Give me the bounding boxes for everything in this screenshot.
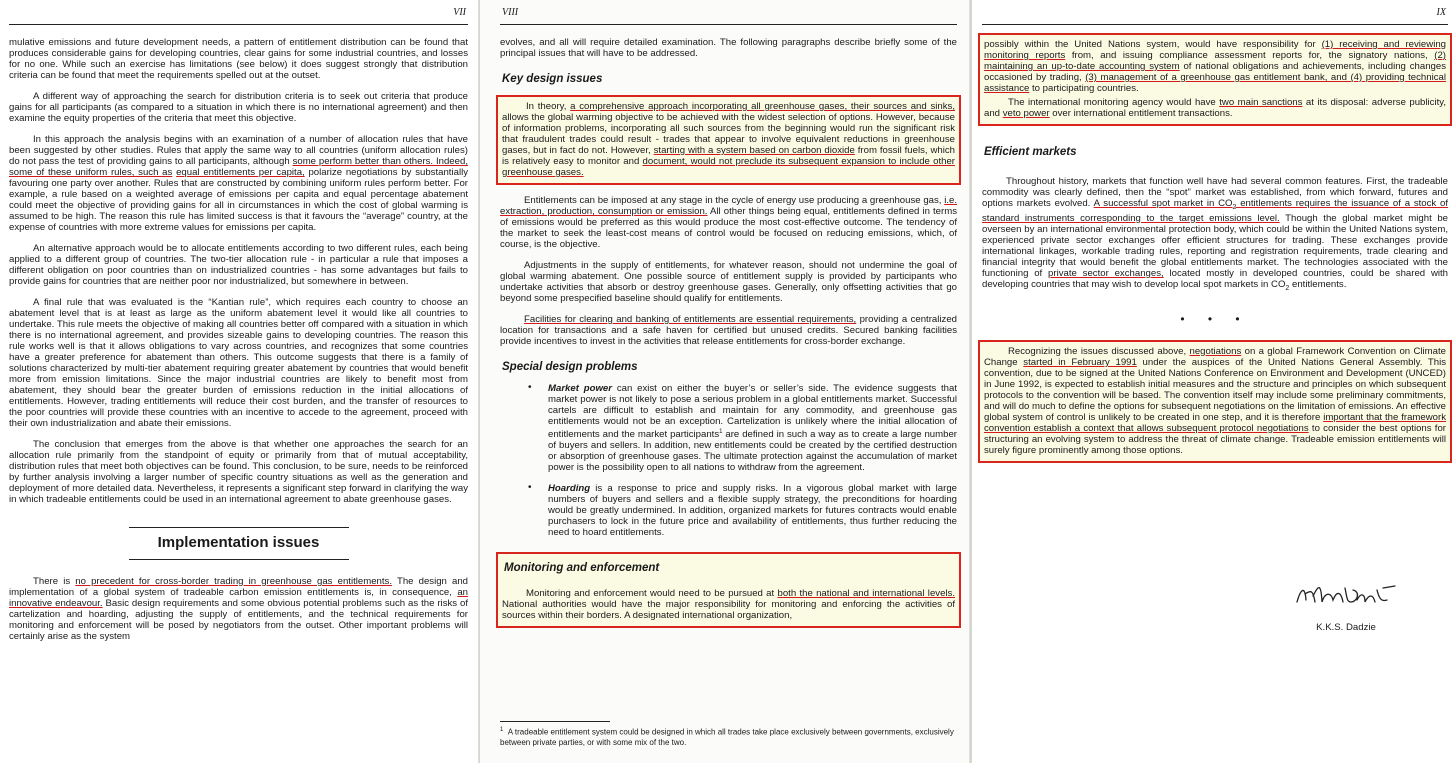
underlined-phrase: A successful spot market in $CO_2$ entitlements requires the issuance of a stock of standard instruments corresponding to the target emissions level. <box>982 198 1449 224</box>
highlight-box-convention <box>978 340 1452 463</box>
underlined-phrase: veto power <box>1002 108 1050 119</box>
underlined-phrase: negotiations <box>1189 345 1242 357</box>
bullet-list <box>528 383 957 538</box>
section-heading-monitoring: Monitoring and enforcement <box>504 562 660 575</box>
underlined-phrase: i.e. extraction, production, consumption or emission. <box>500 195 957 217</box>
underlined-phrase: important that the framework convention establish a context that allows subsequent protocol negotiations <box>984 411 1446 434</box>
paragraph: Throughout history, markets that function well have had several common features. First, the tradeable commodity was clearly defined, then the “spot” market was established, from which forward, futures and options markets evolved. A successful spot market in $CO_2$ entitlements requires the issuance of a stock of standard instruments corresponding to the target emissions level. Though the global market might be overseen by an international environmental protection body, which could be within the United Nations system, experienced private sector exchanges offer efficient structures for trading. These exchanges provide international linkages, workable trading rules, reporting and registration requirements, trade clearing and financial integrity that would benefit the global entitlements market. The technologies associated with the functioning of private sector exchanges, located mostly in developed countries, could be shared with developing countries that may wish to develop local spot markets in $CO_2$ entitlements. <box>982 176 1449 292</box>
underlined-phrase: (2) maintaining an up-to-date accounting system <box>984 50 1446 72</box>
underlined-phrase: an innovative endeavour. <box>9 587 468 609</box>
underlined-phrase: no precedent for cross-border trading in greenhouse gas entitlements. <box>75 576 392 587</box>
underlined-phrase: equal entitlements per capita, <box>176 167 305 178</box>
paragraph: In theory, a comprehensive approach incorporating all greenhouse gases, their sources and sinks, allows the global warming objective to be achieved with the widest selection of options. However, because of information problems, incorporating all such sources from the beginning would run the significant risk that fraudulent trades could result - trades that appear to involve equivalent reductions in greenhouse gases, but in fact do not. However, starting with a system based on carbon dioxide from fossil fuels, which is relatively easy to monitor and document, would not preclude its subsequent expansion to include other greenhouse gases. <box>502 101 955 178</box>
paragraph: The international monitoring agency would have two main sanctions at its disposal: adverse publicity, and veto power over international entitlement transactions. <box>984 97 1447 119</box>
paragraph: Monitoring and enforcement would need to be pursued at both the national and international levels. National authorities would have the major responsibility for monitoring and enforcing the activities of sources within their borders. A designated international organization, <box>502 588 956 622</box>
paragraph: A final rule that was evaluated is the “Kantian rule”, which requires each country to choose an abatement level that is at least as large as the uniform abatement level it would like all countries to undertake. This rule meets the objective of making all countries better off compared with a situation in which there is no international agreement, and provides sizeable gains to developing countries. The reason this rule works well is that it allows obligations to vary across countries, and recognizes that some countries have a greater preference for abatement than others. This outcome suggests that there is a family of solutions characterized by multi-tier abatement requiring greater abatement by countries that would benefit more from emission limitations. Since the major industrial countries are likely to benefit most from abatement, they should bear the greater burden of emissions reduction in the initial allocations of entitlements. However, trading entitlements will reduce their cost burden, and the transfer of resources to the poor countries will provide these countries with an incentive to accede to the agreement, proceed with their own industrialization and abate their emissions. <box>9 297 468 429</box>
highlight-box-monitoring <box>496 552 961 628</box>
underlined-phrase: both the national and international levels. <box>777 588 956 600</box>
page-number: VIII <box>502 7 519 18</box>
paragraph: In this approach the analysis begins with an examination of a number of allocation rules that have been suggested by other studies. Rules that apply the same way to all countries (uniform allocation rules) do not pass the test of providing gains to all participants, although some perform better than others. Indeed, some of these uniform rules, such as equal entitlements per capita, polarize negotiations by substantially favouring one party over another. Rules that are constructed by combining uniform rules perform better. For example, a rule based on a weighted average of emissions per capita and equal percentage abatement could meet the objective of providing gains for all in circumstances in which the cost of global warming is assumed to be high. The reason this rule has limited success is that it favours the “average” country, at the expense of countries with more extreme values for emissions per capita. <box>9 134 469 233</box>
page-viii <box>480 0 969 763</box>
paragraph: Facilities for clearing and banking of entitlements are essential requirements, providing a centralized location for transactions and a safe haven for certified but unused credits. Secured banking facilities provide incentives to invest in the activities that release entitlements for cross-border exchange. <box>500 314 957 347</box>
paragraph: Adjustments in the supply of entitlements, for whatever reason, should not undermine the goal of global warming abatement. One possible source of entitlement supply is provided by participants who undertake activities that absorb or destroy greenhouse gases. Generally, only offsetting activities that go beyond some prespecified baseline should qualify for entitlements. <box>500 260 957 304</box>
paragraph-implementation: There is no precedent for cross-border trading in greenhouse gas entitlements. The design and implementation of a global system of tradeable carbon emission entitlements is, in consequence, an innovative endeavour. Basic design requirements and some obvious potential problems such as the risks of cartelization and hoarding, adjusting the supply of entitlements, and the technical requirements for monitoring and enforcement will be posed by negotiators from the outset. Other important problems will certainly arise as the system <box>9 576 469 642</box>
footnote-rule <box>500 721 610 722</box>
underlined-phrase: (3) management of a greenhouse gas entitlement bank, and (4) providing technical assistance <box>984 72 1446 94</box>
handwritten-signature <box>1291 580 1401 610</box>
underlined-phrase: a comprehensive approach incorporating all greenhouse gases, their sources and sinks, <box>570 101 955 112</box>
signature-block <box>1276 580 1416 633</box>
paragraph: The conclusion that emerges from the above is that whether one approaches the search for an allocation rule primarily from the standpoint of equity or primarily from that of mutual acceptability, distribution rules that meet both objectives can be found. This conclusion, to be sure, needs to be reinforced by further analysis involving a larger number of specific country situations as well as the generation and deployment of more detailed data. Nevertheless, it represents a significant step forward in clarifying the way in which tradeable entitlements could be used in an international agreement to abate greenhouse gases. <box>9 439 468 505</box>
underlined-phrase: some perform better than others. Indeed, some of these uniform rules, such as <box>9 156 468 178</box>
underlined-phrase: Facilities for clearing and banking of entitlements are essential requirements, <box>524 314 857 325</box>
page-number: VII <box>453 7 466 18</box>
paragraph: An alternative approach would be to allocate entitlements according to two different rules, each being applied to a different group of countries. The two-tier allocation rule - in particular a rule that imposes a different obligation on poor countries than on industrialized countries - has some advantages but fails to provide gains for countries that are neither poor nor industrialized, but somewhere in between. <box>9 243 468 287</box>
signatory-name: K.K.S. Dadzie <box>1316 622 1376 633</box>
underlined-phrase: starting with a system based on carbon dioxide <box>653 145 855 156</box>
underlined-phrase: (1) receiving and reviewing monitoring reports <box>984 39 1446 61</box>
list-item-market-power: • Market power can exist on either the buyer’s or seller’s side. The evidence suggests that market power is not likely to pose a serious problem in a global entitlements market. Successful cartels are difficult to establish and maintain for any commodity, and greenhouse gas entitlements would not be an exception. Cartelization is unlikely where the initial allocation of entitlements and the market participants$^1$ are defined in such a way as to create a large number of buyers and sellers. In addition, new entitlements could be created by the certified destruction or absorption of greenhouse gases. The ultimate protection against the accumulation of market power is the possibility open to all nations to withdraw from the agreement. <box>528 383 957 473</box>
highlight-box-key-design <box>496 95 961 185</box>
page-header <box>982 6 1448 25</box>
page-header <box>9 6 468 25</box>
paragraph: Entitlements can be imposed at any stage in the cycle of energy use producing a greenhouse gas, i.e. extraction, production, consumption or emission. All other things being equal, entitlements defined in terms of emissions would be preferred as this would produce the most cost-effective outcome. The tendency of the market to seek the least-cost means of control would be focused on reducing emissions, which, of course, is the objective. <box>500 195 957 250</box>
paragraph: mulative emissions and future development needs, a pattern of entitlement distribution can be found that produces considerable gains for developing countries, clear gains for some industrial countries, and losses for no one. While such an exercise has limitations (see below) it does suggest strongly that distribution criteria can be found that meet the requirements spelled out at the outset. <box>9 37 468 81</box>
paragraph: Recognizing the issues discussed above, negotiations on a global Framework Convention on Climate Change started in February 1991 under the auspices of the United Nations General Assembly. This convention, due to be signed at the United Nations Conference on Environment and Development (UNCED) in June 1992, is expected to establish initial measures and the structure and principles on which subsequent protocols to the convention will be based. The convention itself may include some preliminary commitments, and will do much to define the options for subsequent negotiations on the limitation of emissions. An effective global system of control is unlikely to be created in one step, and it is therefore important that the framework convention establish a context that allows subsequent protocol negotiations to consider the best options for structuring an evolving system to address the threat of climate change. Tradeable emission entitlements will surely figure prominently among those options. <box>984 345 1447 456</box>
section-separator: • • • <box>1180 311 1250 326</box>
page-vii <box>0 0 478 763</box>
paragraph: evolves, and all will require detailed examination. The following paragraphs describe briefly some of the principal issues that will have to be addressed. <box>500 37 957 59</box>
paragraph: A different way of approaching the search for distribution criteria is to seek out criteria that produce gains for all participants (as compared to a situation in which there is no international agreement) and then examine the equity properties of the criteria that meet this objective. <box>9 91 468 124</box>
section-heading-implementation: Implementation issues <box>157 534 320 551</box>
underlined-phrase: started in February 1991 <box>1023 356 1137 368</box>
page-ix <box>972 0 1456 763</box>
underlined-phrase: document, would not preclude its subsequent expansion to include other greenhouse gases. <box>502 156 955 178</box>
section-heading-efficient-markets: Efficient markets <box>984 146 1077 158</box>
section-heading-special-design: Special design problems <box>502 361 638 373</box>
page-number: IX <box>1436 7 1446 18</box>
underlined-phrase: private sector exchanges, <box>1048 267 1164 279</box>
section-heading-key-design: Key design issues <box>502 73 603 85</box>
list-item-hoarding: • Hoarding is a response to price and supply risks. In a vigorous global market with large numbers of buyers and sellers and a flexible supply strategy, the preconditions for hoarding would be greatly undermined. In addition, organized markets for futures contracts would enable purchasers to lock in the future price and availability of entitlements, thus further reducing the need to hoard entitlements. <box>528 483 957 538</box>
highlight-box-monitoring-agency <box>978 33 1452 126</box>
footnote: $^1$ A tradeable entitlement system could be designed in which all trades take place exclusively between governments, exclusively between private parties, or with some mix of the two. <box>500 721 957 747</box>
page-header <box>500 6 957 25</box>
heading-rule <box>129 559 349 560</box>
underlined-phrase: two main sanctions <box>1219 97 1303 108</box>
paragraph: possibly within the United Nations system, would have responsibility for (1) receiving and reviewing monitoring reports from, and issuing compliance assessment reports for, the signatory nations, (2) maintaining an up-to-date accounting system of national obligations and achievements, including changes occasioned by trading, (3) management of a greenhouse gas entitlement bank, and (4) providing technical assistance to participating countries. <box>984 39 1446 94</box>
